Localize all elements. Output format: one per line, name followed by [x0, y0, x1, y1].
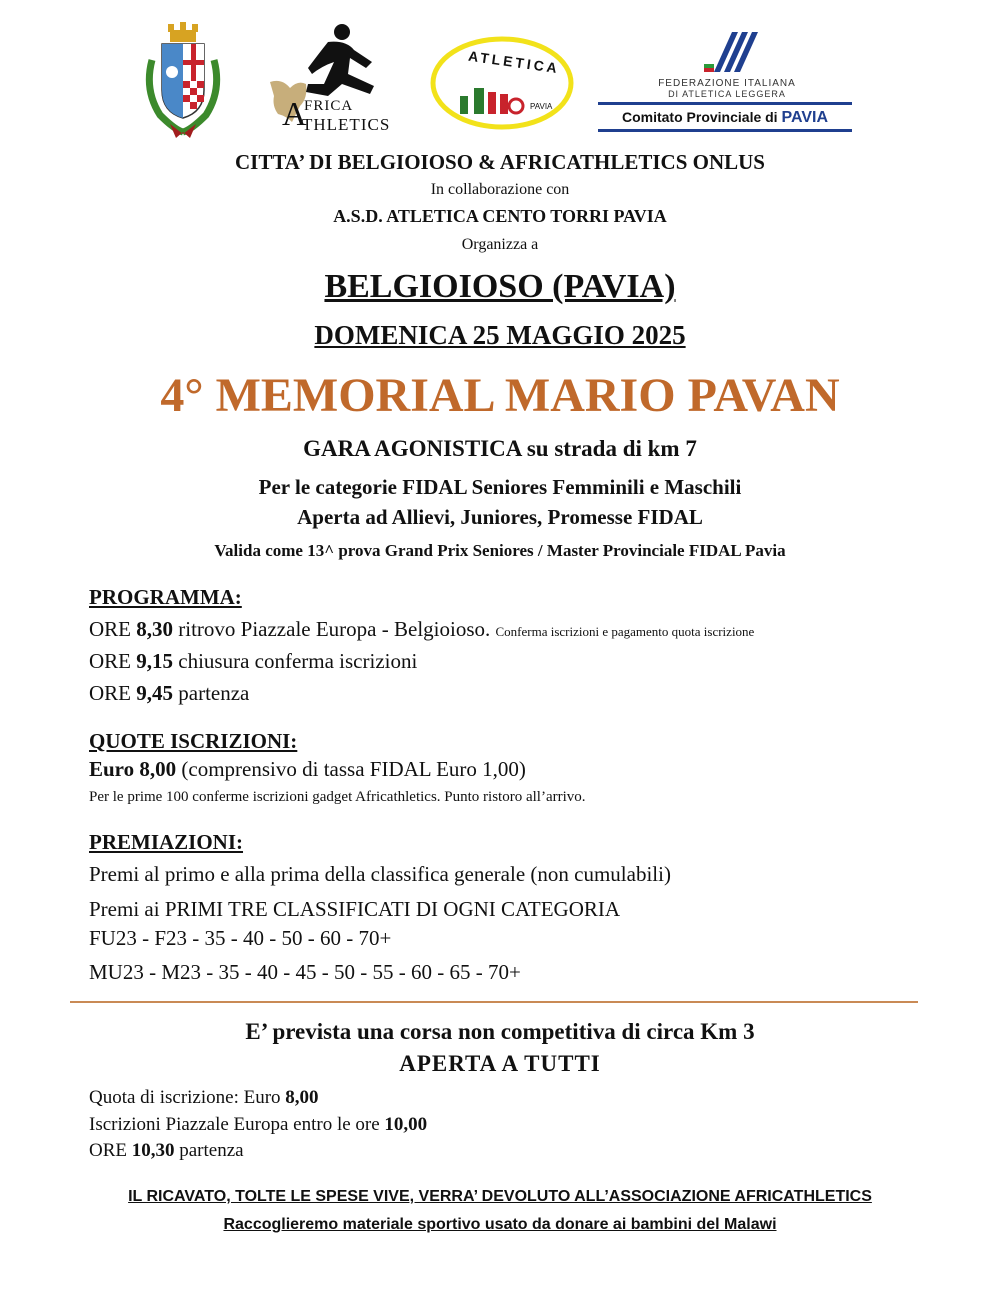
programma-item-text: partenza [173, 681, 250, 705]
programma-item-time: 9,45 [136, 681, 173, 705]
quote-title: QUOTE ISCRIZIONI: [89, 729, 298, 753]
programma-item-prefix: ORE [89, 681, 137, 705]
race-description: GARA AGONISTICA su strada di km 7 [303, 436, 697, 461]
collaboration-label: In collaborazione con [430, 181, 570, 198]
footer-line-1 [0, 1188, 1000, 1206]
quote-amount: Euro 8,00 [89, 757, 177, 781]
atletica-arc-text: ATLETICA [467, 47, 561, 77]
fidal-committee-city: PAVIA [781, 109, 828, 126]
collaboration-org: A.S.D. ATLETICA CENTO TORRI PAVIA [333, 206, 667, 226]
noncompetitive-start-time: 10,30 [131, 1140, 175, 1161]
place-title [0, 268, 1000, 306]
africathletics-text-2: THLETICS [302, 115, 391, 134]
event-date-text: DOMENICA 25 MAGGIO 2025 [314, 320, 686, 350]
premiazioni-female-categories: FU23 - F23 - 35 - 40 - 50 - 60 - 70+ [89, 926, 392, 950]
noncompetitive-start [89, 1140, 244, 1162]
fidal-line-1: FEDERAZIONE ITALIANA [658, 78, 796, 89]
atletica-cento-torri-logo [430, 36, 574, 130]
noncompetitive-start-text: partenza [174, 1140, 244, 1161]
noncompetitive-registration [89, 1114, 427, 1136]
fidal-line-2: DI ATLETICA LEGGERA [668, 89, 786, 99]
africathletics-text-1: FRICA [304, 98, 354, 114]
quote-amount-line [89, 757, 526, 782]
organizes-label: Organizza a [461, 236, 539, 253]
programma-item [89, 617, 754, 642]
atletica-sub-text: PAVIA [530, 102, 553, 111]
programma-item-prefix: ORE [89, 617, 137, 641]
noncompetitive-title: E’ prevista una corsa non competitiva di circa Km 3 [245, 1019, 755, 1044]
noncompetitive-fee-label: Quota di iscrizione: Euro [89, 1087, 286, 1108]
categories-line-2: Aperta ad Allievi, Juniores, Promesse FIDAL [297, 505, 703, 529]
noncompetitive-fee [89, 1087, 319, 1109]
section-divider [70, 1001, 918, 1003]
noncompetitive-fee-value: 8,00 [285, 1087, 319, 1108]
noncompetitive-open: APERTA A TUTTI [399, 1051, 601, 1076]
fidal-logo [598, 30, 856, 130]
quote-gadget-note: Per le prime 100 conferme iscrizioni gadget Africathletics. Punto ristoro all’arrivo. [89, 789, 586, 805]
noncompetitive-registration-time: 10,00 [384, 1114, 428, 1135]
premiazioni-title: PREMIAZIONI: [89, 830, 244, 854]
programma-item [89, 649, 417, 674]
footer-line-2-text: Raccoglieremo materiale sportivo usato da donare ai bambini del Malawi [223, 1216, 777, 1233]
place-title-text: BELGIOIOSO (PAVIA) [324, 268, 676, 305]
belgioioso-coat-of-arms-logo [140, 20, 226, 138]
noncompetitive-start-prefix: ORE [89, 1140, 132, 1161]
programma-item-time: 9,15 [136, 649, 173, 673]
quote-amount-note: (comprensivo di tassa FIDAL Euro 1,00) [176, 757, 526, 781]
africathletics-initial: A [282, 96, 307, 133]
event-date [0, 320, 1000, 351]
logo-bar [0, 14, 1000, 139]
fidal-committee-box [598, 102, 852, 132]
premiazioni-line-2: Premi ai PRIMI TRE CLASSIFICATI DI OGNI CATEGORIA [89, 897, 621, 921]
premiazioni-line-1: Premi al primo e alla prima della classifica generale (non cumulabili) [89, 862, 671, 886]
programma-item-prefix: ORE [89, 649, 137, 673]
valid-line: Valida come 13^ prova Grand Prix Seniores / Master Provinciale FIDAL Pavia [214, 541, 786, 560]
africathletics-logo [262, 22, 392, 132]
noncompetitive-registration-label: Iscrizioni Piazzale Europa entro le ore [89, 1114, 385, 1135]
event-title: 4° MEMORIAL MARIO PAVAN [160, 369, 840, 422]
premiazioni-male-categories: MU23 - M23 - 35 - 40 - 45 - 50 - 55 - 60 - 65 - 70+ [89, 960, 521, 984]
fidal-committee-prefix: Comitato Provinciale di [621, 109, 778, 125]
programma-item [89, 681, 249, 706]
footer-line-2 [0, 1216, 1000, 1234]
programma-item-text: ritrovo Piazzale Europa - Belgioioso. [173, 617, 491, 641]
programma-item-time: 8,30 [136, 617, 173, 641]
footer-line-1-text: IL RICAVATO, TOLTE LE SPESE VIVE, VERRA’ DEVOLUTO ALL’ASSOCIAZIONE AFRICATHLETICS [128, 1188, 872, 1205]
programma-title: PROGRAMMA: [89, 585, 242, 609]
programma-item-text: chiusura conferma iscrizioni [173, 649, 418, 673]
categories-line-1: Per le categorie FIDAL Seniores Femminili e Maschili [258, 475, 742, 499]
programma-item-note: Conferma iscrizioni e pagamento quota iscrizione [495, 624, 755, 639]
fidal-emblem-icon [702, 30, 762, 74]
organizers-line: CITTA’ DI BELGIOIOSO & AFRICATHLETICS ONLUS [235, 150, 765, 174]
